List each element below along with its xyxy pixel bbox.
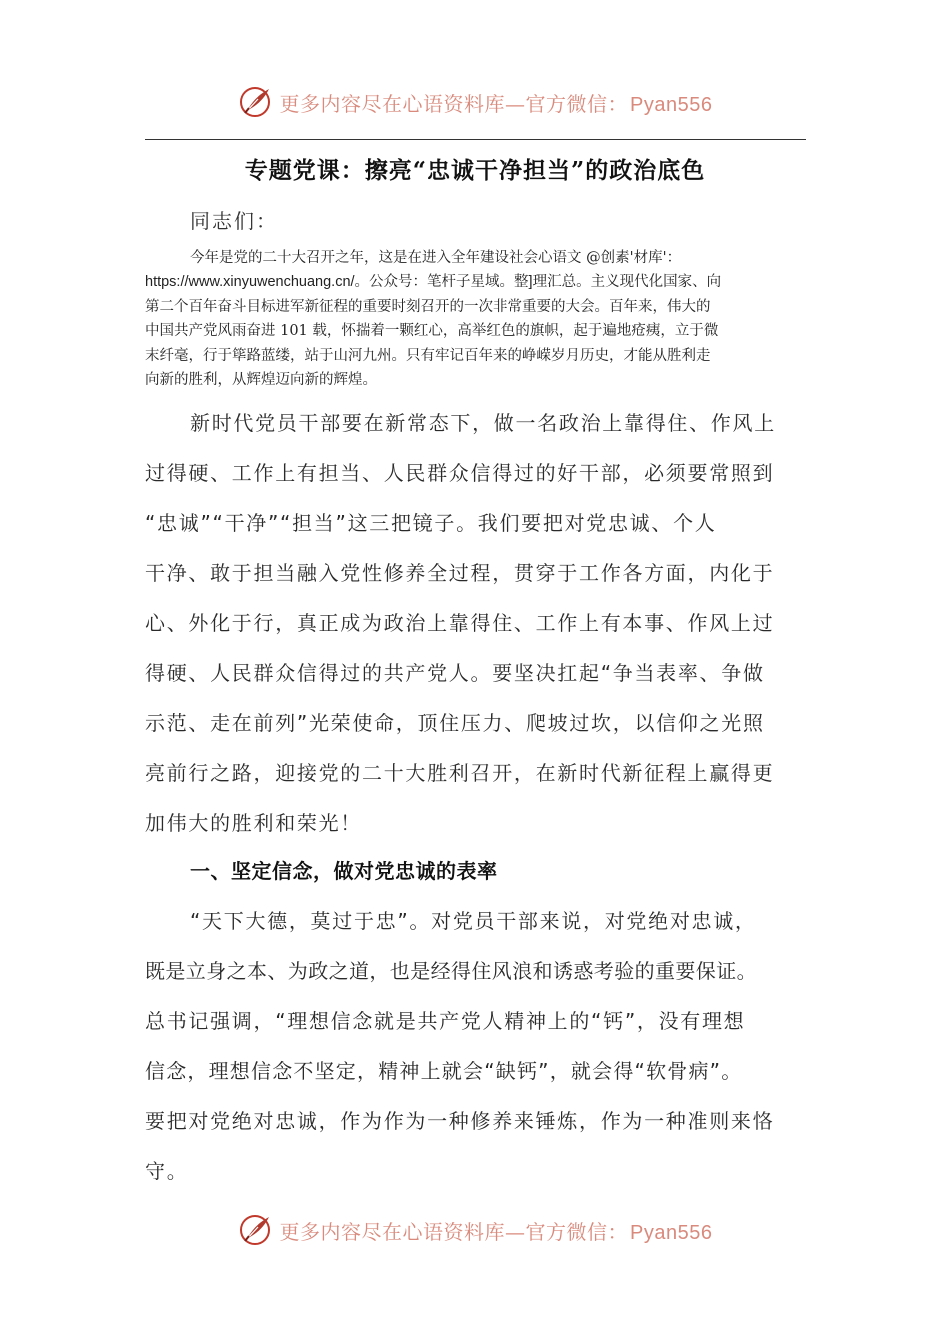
paragraph-line: 总书记强调，“理想信念就是共产党人精神上的“钙”，没有理想 — [145, 1009, 746, 1033]
footer-watermark — [0, 1205, 950, 1255]
quill-logo-icon — [238, 84, 274, 120]
section-heading: 一、坚定信念，做对党忠诚的表率 — [190, 859, 498, 883]
watermark-handle: Pyan556 — [630, 1221, 713, 1244]
paragraph-line: “忠诚”“干净”“担当”这三把镜子。我们要把对党忠诚、个人 — [145, 511, 717, 535]
document-title: 专题党课：擦亮“忠诚干净担当”的政治底色 — [244, 157, 706, 184]
quill-logo-icon — [238, 1212, 274, 1248]
paragraph-line: 干净、敢于担当融入党性修养全过程，贯穿于工作各方面，内化于 — [145, 561, 775, 585]
paragraph-line: “天下大德，莫过于忠”。对党员干部来说，对党绝对忠诚， — [190, 909, 757, 933]
intro-line: 向新的胜利，从辉煌迈向新的辉煌。 — [145, 372, 377, 389]
intro-line: https://www.xinyuwenchuang.cn/。公众号：笔杆子星域。整]理汇总。主义现代化国家、向 — [145, 274, 722, 291]
header-watermark — [0, 77, 950, 127]
paragraph-line: 示范、走在前列”光荣使命，顶住压力、爬坡过坎，以信仰之光照 — [145, 711, 765, 735]
intro-line: 末纤毫，行于筚路蓝缕，站于山河九州。只有牢记百年来的峥嵘岁月历史，才能从胜利走 — [145, 347, 711, 364]
paragraph-line: 加伟大的胜利和荣光！ — [145, 811, 362, 835]
intro-paragraph — [145, 246, 806, 392]
intro-line: 中国共产党风雨奋进 101 载，怀揣着一颗红心，高举红色的旗帜，起于遍地疮痍，立于微 — [145, 323, 719, 340]
watermark-text: 更多内容尽在心语资料库—官方微信： Pyan556 — [279, 1219, 713, 1244]
watermark-handle: Pyan556 — [630, 93, 713, 116]
watermark-text: 更多内容尽在心语资料库—官方微信： Pyan556 — [279, 91, 713, 116]
header-rule — [145, 139, 806, 140]
salutation: 同志们： — [190, 209, 278, 233]
paragraph-line: 守。 — [145, 1159, 189, 1183]
paragraph-line: 心、外化于行，真正成为政治上靠得住、工作上有本事、作风上过 — [145, 611, 775, 635]
paragraph-line: 信念，理想信念不坚定，精神上就会“缺钙”，就会得“软骨病”。 — [145, 1059, 743, 1083]
paragraph-line: 得硬、人民群众信得过的共产党人。要坚决扛起“争当表率、争做 — [145, 661, 765, 685]
paragraph-line: 亮前行之路，迎接党的二十大胜利召开，在新时代新征程上赢得更 — [145, 761, 775, 785]
paragraph-line: 既是立身之本、为政之道，也是经得住风浪和诱惑考验的重要保证。 — [145, 959, 757, 983]
paragraph-line: 要把对党绝对忠诚，作为作为一种修养来锤炼，作为一种准则来恪 — [145, 1109, 775, 1133]
paragraph-line: 过得硬、工作上有担当、人民群众信得过的好干部，必须要常照到 — [145, 461, 775, 485]
intro-line: 第二个百年奋斗目标进军新征程的重要时刻召开的一次非常重要的大会。百年来，伟大的 — [145, 298, 711, 315]
paragraph-line: 新时代党员干部要在新常态下，做一名政治上靠得住、作风上 — [190, 411, 776, 435]
intro-line: 今年是党的二十大召开之年，这是在进入全年建设社会心语文 @创素'材库'： — [190, 250, 682, 266]
